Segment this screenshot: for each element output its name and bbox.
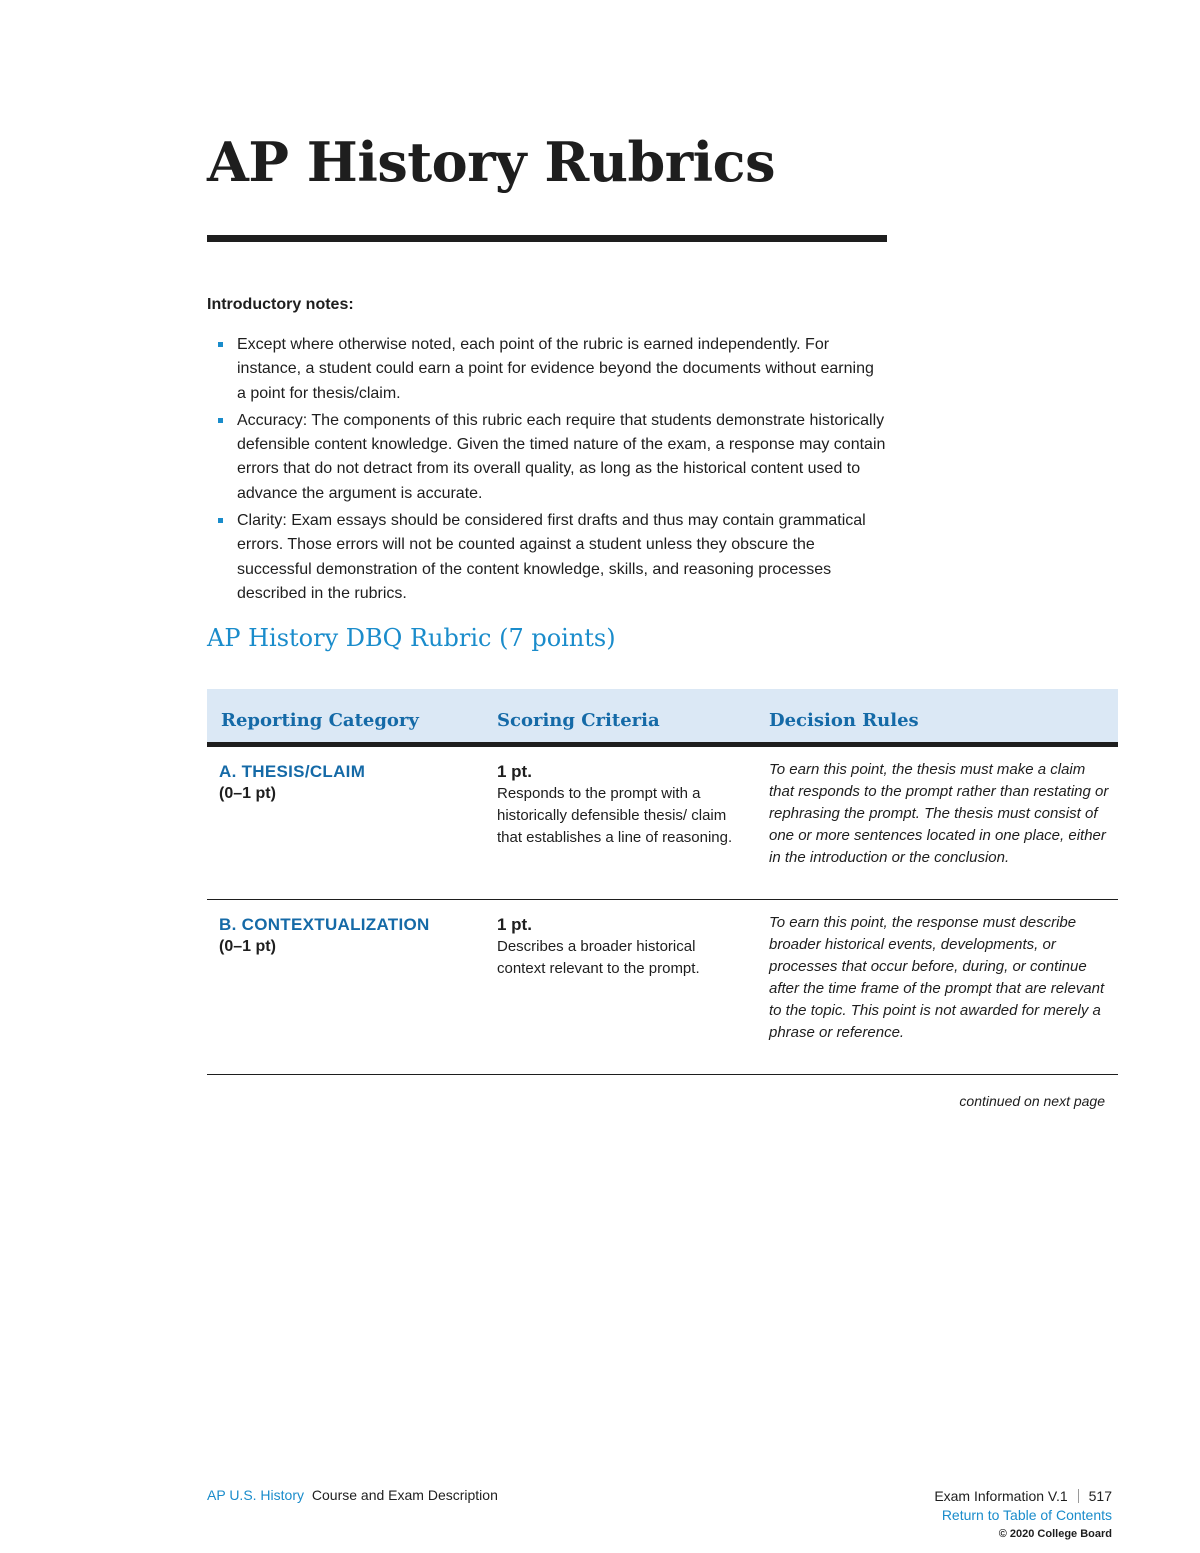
criteria-cell	[497, 761, 747, 849]
note-text: Clarity: Exam essays should be considered first drafts and thus may contain grammatical errors. Those errors will not be counted against a student unless they obscure the successful demonstration of the content knowledge, skills, and reasoning processes described in the rubrics.	[237, 512, 866, 602]
criteria-text: Responds to the prompt with a historically defensible thesis/ claim that establishes a line of reasoning.	[497, 785, 733, 846]
category-name: B. CONTEXTUALIZATION	[219, 915, 430, 934]
copyright: © 2020 College Board	[998, 1528, 1112, 1540]
decision-rule-cell	[769, 761, 1109, 869]
return-to-toc-link[interactable]: Return to Table of Contents	[941, 1507, 1112, 1523]
note-text: Except where otherwise noted, each point of the rubric is earned independently. For instance, a student could earn a point for evidence beyond the documents without earning a point for thesis/claim.	[237, 336, 874, 402]
exam-info-line	[934, 1487, 1112, 1506]
square-bullet-icon	[218, 518, 223, 523]
category-cell	[219, 914, 487, 958]
rubric-table	[207, 689, 1118, 1075]
table-header-row	[207, 689, 1118, 747]
decision-rule-cell	[769, 914, 1109, 1044]
criteria-cell	[497, 914, 747, 980]
list-item	[207, 509, 887, 606]
course-name: AP U.S. History	[207, 1487, 304, 1503]
category-range: (0–1 pt)	[219, 938, 276, 955]
continued-note: continued on next page	[959, 1093, 1105, 1109]
decision-rule-text: To earn this point, the response must describe broader historical events, developments, or processes that occur before, during, or continue after the time frame of the prompt that are relevant to the topic. This point is not awarded for merely a phrase or reference.	[769, 914, 1105, 1041]
page-number: 517	[1088, 1488, 1112, 1504]
points-value: 1 pt.	[497, 915, 532, 934]
course-description: Course and Exam Description	[311, 1487, 498, 1503]
column-header-decision-rules: Decision Rules	[769, 710, 919, 731]
category-name: A. THESIS/CLAIM	[219, 762, 366, 781]
square-bullet-icon	[218, 342, 223, 347]
list-item	[207, 333, 887, 406]
table-row	[207, 747, 1118, 900]
table-row	[207, 900, 1118, 1075]
decision-rule-text: To earn this point, the thesis must make a claim that responds to the prompt rather than restating or rephrasing the prompt. The thesis must consist of one or more sentences located in one place, either in the introduction or the conclusion.	[769, 761, 1109, 866]
square-bullet-icon	[218, 418, 223, 423]
points-value: 1 pt.	[497, 762, 532, 781]
page-title: AP History Rubrics	[207, 130, 775, 194]
intro-notes-list	[207, 333, 887, 609]
column-header-scoring-criteria: Scoring Criteria	[497, 710, 660, 731]
footer-course-info	[207, 1487, 498, 1503]
note-text: Accuracy: The components of this rubric each require that students demonstrate historically defensible content knowledge. Given the timed nature of the exam, a response may contain errors that do not detract from its overall quality, as long as the historical content used to advance the argument is accurate.	[237, 411, 886, 502]
column-header-reporting-category: Reporting Category	[221, 710, 419, 731]
exam-info: Exam Information V.1	[934, 1488, 1068, 1504]
category-cell	[219, 761, 487, 805]
footer-divider	[1078, 1489, 1079, 1503]
list-item	[207, 409, 887, 506]
section-title: AP History DBQ Rubric (7 points)	[207, 624, 616, 652]
intro-heading: Introductory notes:	[207, 296, 354, 313]
criteria-text: Describes a broader historical context relevant to the prompt.	[497, 938, 700, 977]
category-range: (0–1 pt)	[219, 785, 276, 802]
title-divider	[207, 235, 887, 242]
footer-page-info	[934, 1487, 1112, 1544]
